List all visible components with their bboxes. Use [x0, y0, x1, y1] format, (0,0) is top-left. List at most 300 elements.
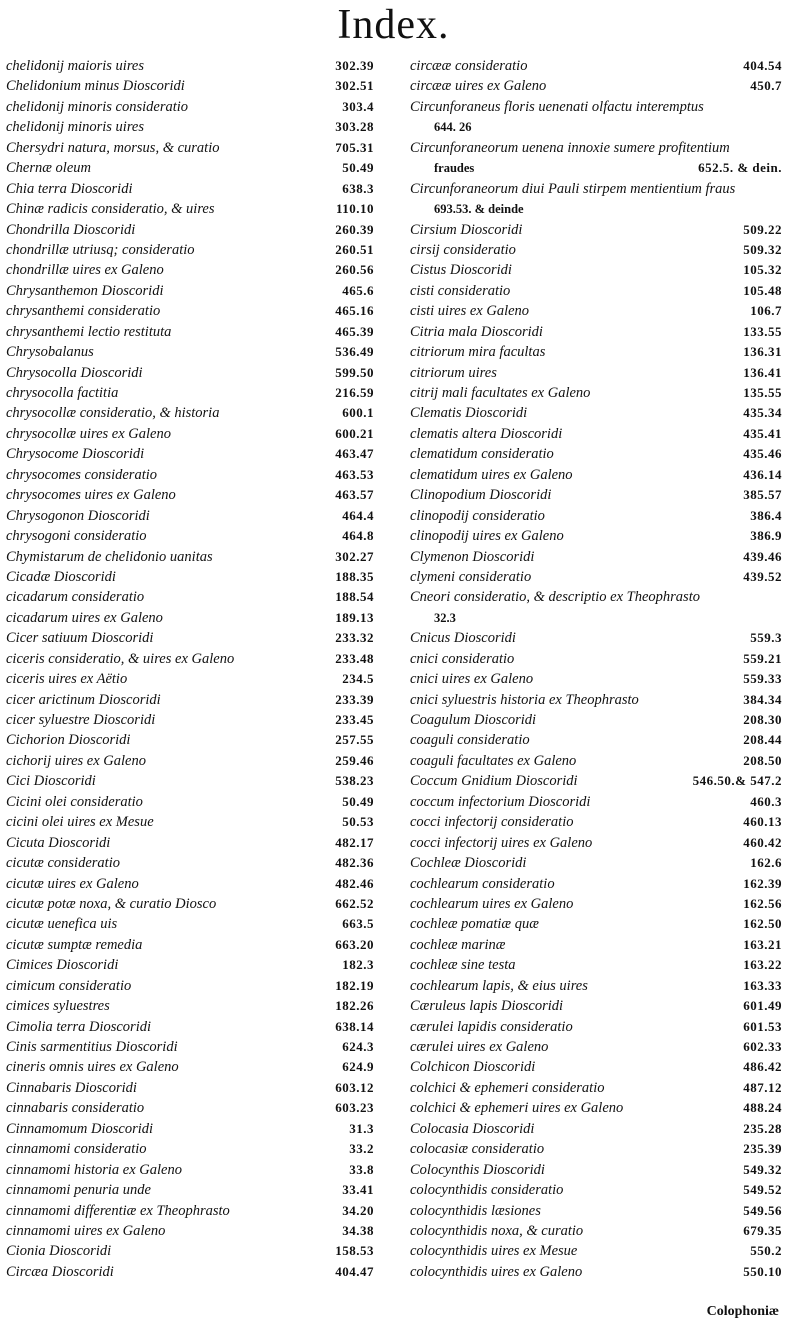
index-entry	[410, 710, 782, 730]
entry-term: cimices syluestres	[6, 998, 110, 1015]
catchword: Colophoniæ	[706, 1304, 779, 1319]
index-entry	[6, 833, 374, 853]
index-entry	[410, 751, 782, 771]
entry-page-ref: 133.55	[743, 323, 782, 339]
entry-term: colocynthidis læsiones	[410, 1202, 541, 1219]
index-entry	[410, 138, 782, 158]
index-entry	[6, 117, 374, 137]
entry-page-ref: 188.35	[335, 568, 374, 584]
entry-term: Cinnabaris Dioscoridi	[6, 1079, 137, 1096]
index-entry	[410, 199, 782, 219]
entry-term: Cneori consideratio, & descriptio ex Theophrasto	[410, 589, 700, 606]
index-entry	[410, 301, 782, 321]
index-entry	[410, 1017, 782, 1037]
entry-term: cærulei lapidis consideratio	[410, 1018, 573, 1035]
entry-page-ref: 550.2	[750, 1243, 782, 1259]
entry-term: cicadarum uires ex Galeno	[6, 609, 163, 626]
entry-term: cinnamomi historia ex Galeno	[6, 1161, 182, 1178]
entry-page-ref: 163.33	[743, 977, 782, 993]
entry-term: Circæa Dioscoridi	[6, 1263, 114, 1280]
entry-page-ref: 603.23	[335, 1100, 374, 1116]
index-entry	[410, 342, 782, 362]
entry-term: 644. 26	[434, 120, 472, 135]
entry-page-ref: 233.39	[335, 691, 374, 707]
entry-term: cicer arictinum Dioscoridi	[6, 691, 161, 708]
index-entry	[410, 567, 782, 587]
index-entry	[410, 1160, 782, 1180]
index-entry	[410, 976, 782, 996]
entry-page-ref	[774, 587, 782, 607]
index-entry	[6, 179, 374, 199]
index-entry	[410, 281, 782, 301]
entry-term: citrij mali facultates ex Galeno	[410, 385, 591, 401]
index-entry	[6, 506, 374, 526]
entry-page-ref: 482.46	[335, 875, 374, 891]
entry-term: colocynthidis consideratio	[410, 1182, 564, 1199]
index-entry	[6, 1139, 374, 1159]
index-entry	[410, 812, 782, 832]
entry-page-ref: 233.32	[335, 630, 374, 646]
entry-term: cochlearum uires ex Galeno	[410, 895, 574, 912]
entry-term: clematidum uires ex Galeno	[410, 466, 573, 483]
entry-term: Colocynthis Dioscoridi	[410, 1161, 545, 1178]
entry-term: cinnamomi penuria unde	[6, 1182, 151, 1199]
entry-term: Chrysobalanus	[6, 344, 94, 361]
entry-term: chrysogoni consideratio	[6, 528, 147, 545]
entry-term: coccum infectorium Dioscoridi	[410, 793, 591, 810]
index-entry	[410, 935, 782, 955]
entry-page-ref: 538.23	[335, 773, 374, 789]
entry-page-ref: 439.46	[743, 548, 782, 564]
entry-term: Circunforaneus floris uenenati olfactu interemptus	[410, 98, 704, 115]
entry-page-ref: 235.28	[743, 1120, 782, 1136]
entry-page-ref: 603.12	[335, 1079, 374, 1095]
index-entry	[410, 76, 782, 96]
entry-term: chrysanthemi consideratio	[6, 303, 161, 320]
entry-term: Citria mala Dioscoridi	[410, 323, 543, 340]
entry-term: chrysanthemi lectio restituta	[6, 323, 172, 340]
index-entry	[410, 1139, 782, 1159]
index-entry	[6, 403, 374, 423]
index-entry	[6, 874, 374, 894]
index-entry	[6, 322, 374, 342]
index-entry	[410, 730, 782, 750]
index-entry	[6, 955, 374, 975]
entry-page-ref: 435.41	[743, 425, 782, 441]
entry-page-ref: 662.52	[335, 895, 374, 911]
index-entry	[6, 853, 374, 873]
entry-page-ref: 260.56	[335, 262, 374, 278]
entry-page-ref: 105.48	[743, 282, 782, 298]
index-entry	[6, 628, 374, 648]
entry-page-ref: 482.36	[335, 855, 374, 871]
entry-page-ref: 208.44	[743, 732, 782, 748]
index-entry	[410, 669, 782, 689]
entry-page-ref: 559.33	[743, 671, 782, 687]
index-entry	[410, 424, 782, 444]
entry-term: Coccum Gnidium Dioscoridi	[410, 773, 578, 790]
entry-term: Cicer satiuum Dioscoridi	[6, 630, 154, 647]
entry-page-ref: 601.53	[743, 1018, 782, 1034]
index-entry	[6, 281, 374, 301]
entry-page-ref: 34.38	[342, 1222, 374, 1238]
entry-page-ref	[774, 179, 782, 199]
entry-term: cisti consideratio	[410, 282, 511, 299]
entry-page-ref: 550.10	[743, 1263, 782, 1279]
index-entry	[6, 567, 374, 587]
index-entry	[6, 690, 374, 710]
index-entry	[6, 138, 374, 158]
index-entry	[6, 465, 374, 485]
index-entry	[410, 1262, 782, 1282]
index-entry	[6, 730, 374, 750]
index-entry	[410, 771, 782, 791]
entry-term: chrysocollæ consideratio, & historia	[6, 405, 220, 422]
index-entry	[410, 628, 782, 648]
entry-term: clematidum consideratio	[410, 446, 554, 463]
entry-term: cinnabaris consideratio	[6, 1100, 145, 1117]
entry-term: cineris omnis uires ex Galeno	[6, 1059, 179, 1076]
entry-term: Colchicon Dioscoridi	[410, 1059, 536, 1076]
index-entry	[410, 117, 782, 137]
entry-term: cicutæ consideratio	[6, 855, 120, 872]
entry-page-ref: 385.57	[743, 487, 782, 503]
index-entry	[410, 526, 782, 546]
entry-term: cochlearum lapis, & eius uires	[410, 977, 588, 994]
index-entry	[6, 199, 374, 219]
entry-page-ref: 705.31	[335, 139, 374, 155]
entry-page-ref: 235.39	[743, 1141, 782, 1157]
entry-term: Chondrilla Dioscoridi	[6, 221, 136, 238]
index-entry	[410, 955, 782, 975]
entry-term: Chrysogonon Dioscoridi	[6, 507, 150, 524]
index-entry	[410, 833, 782, 853]
entry-page-ref	[774, 608, 782, 628]
entry-page-ref: 386.9	[750, 528, 782, 544]
entry-page-ref: 463.53	[335, 466, 374, 482]
entry-term: ciceris uires ex Aëtio	[6, 671, 128, 688]
entry-term: Coagulum Dioscoridi	[410, 712, 537, 728]
entry-page-ref: 679.35	[743, 1222, 782, 1238]
entry-term: cinnamomi uires ex Galeno	[6, 1222, 166, 1239]
index-entry	[410, 608, 782, 628]
entry-term: 693.53. & deinde	[434, 202, 524, 217]
index-entry	[410, 485, 782, 505]
index-entry	[6, 1078, 374, 1098]
entry-term: Cimices Dioscoridi	[6, 957, 119, 974]
index-entry	[410, 853, 782, 873]
entry-term: Cinnamomum Dioscoridi	[6, 1120, 154, 1137]
entry-page-ref: 163.22	[743, 957, 782, 973]
index-entry	[6, 1221, 374, 1241]
index-entry	[6, 792, 374, 812]
index-entry	[410, 260, 782, 280]
entry-term: Clematis Dioscoridi	[410, 405, 528, 422]
entry-page-ref: 135.55	[743, 385, 782, 400]
entry-page-ref: 463.47	[335, 446, 374, 462]
entry-page-ref: 33.8	[349, 1161, 374, 1177]
entry-term: citriorum uires	[410, 364, 497, 381]
entry-term: Clymenon Dioscoridi	[410, 548, 535, 565]
entry-term: Cici Dioscoridi	[6, 773, 96, 790]
entry-term: 32.3	[434, 610, 456, 625]
index-entry	[6, 301, 374, 321]
entry-term: Cicini olei consideratio	[6, 793, 143, 810]
entry-term: clematis altera Dioscoridi	[410, 425, 563, 442]
index-entry	[6, 342, 374, 362]
entry-term: Cistus Dioscoridi	[410, 262, 512, 279]
index-entry	[410, 1180, 782, 1200]
entry-term: chrysocomes consideratio	[6, 466, 158, 483]
entry-term: chrysocomes uires ex Galeno	[6, 487, 176, 504]
entry-page-ref: 162.39	[743, 875, 782, 891]
index-entry	[6, 812, 374, 832]
index-entry	[6, 1262, 374, 1282]
entry-term: cnici syluestris historia ex Theophrasto	[410, 691, 639, 708]
entry-page-ref: 509.22	[743, 221, 782, 237]
entry-term: chrysocollæ uires ex Galeno	[6, 425, 171, 442]
index-entry	[410, 444, 782, 464]
index-entry	[410, 383, 782, 403]
index-entry	[410, 996, 782, 1016]
index-entry	[6, 1037, 374, 1057]
entry-term: Colocasia Dioscoridi	[410, 1120, 535, 1137]
entry-term: chelidonij maioris uires	[6, 58, 145, 74]
entry-page-ref: 182.19	[335, 977, 374, 993]
index-entry	[410, 506, 782, 526]
entry-page-ref: 188.54	[335, 589, 374, 605]
entry-term: Chrysocolla Dioscoridi	[6, 364, 143, 381]
index-entry	[6, 220, 374, 240]
entry-page-ref: 386.4	[750, 507, 782, 523]
entry-page-ref: 302.39	[335, 58, 374, 73]
entry-page-ref: 257.55	[335, 732, 374, 748]
entry-term: circææ uires ex Galeno	[410, 78, 547, 95]
entry-page-ref: 162.50	[743, 916, 782, 932]
index-entry	[410, 240, 782, 260]
index-entry	[6, 1160, 374, 1180]
index-entry	[6, 240, 374, 260]
entry-page-ref	[774, 138, 782, 158]
index-entry	[410, 792, 782, 812]
entry-page-ref: 465.39	[335, 323, 374, 339]
entry-page-ref: 260.39	[335, 221, 374, 237]
entry-term: Circunforaneorum diui Pauli stirpem mentientium fraus	[410, 180, 736, 197]
index-entry	[6, 1180, 374, 1200]
entry-page-ref: 549.56	[743, 1202, 782, 1218]
entry-term: cocci infectorij consideratio	[410, 814, 574, 831]
entry-term: Cicadæ Dioscoridi	[6, 568, 116, 585]
entry-page-ref: 110.10	[335, 201, 374, 217]
entry-term: Cæruleus lapis Dioscoridi	[410, 998, 564, 1015]
index-entry	[410, 220, 782, 240]
index-entry	[6, 914, 374, 934]
entry-page-ref: 487.12	[743, 1079, 782, 1095]
index-entry	[6, 976, 374, 996]
index-entry	[410, 1201, 782, 1221]
entry-term: cichorij uires ex Galeno	[6, 752, 146, 769]
entry-page-ref: 435.34	[743, 405, 782, 421]
entry-page-ref: 31.3	[349, 1120, 374, 1136]
index-entry	[6, 935, 374, 955]
entry-page-ref: 33.2	[349, 1141, 374, 1157]
index-entry	[6, 710, 374, 730]
entry-page-ref: 106.7	[750, 303, 782, 319]
entry-term: cicini olei uires ex Mesue	[6, 814, 154, 831]
entry-term: Circunforaneorum uenena innoxie sumere profitentium	[410, 139, 730, 156]
index-entry	[6, 996, 374, 1016]
index-entry	[410, 874, 782, 894]
entry-page-ref: 163.21	[743, 936, 782, 952]
index-entry	[410, 1037, 782, 1057]
entry-page-ref: 486.42	[743, 1059, 782, 1075]
entry-page-ref: 599.50	[335, 364, 374, 380]
index-entry	[410, 894, 782, 914]
entry-term: cirsij consideratio	[410, 241, 516, 258]
index-entry	[6, 158, 374, 178]
entry-term: cochleæ pomatiæ quæ	[410, 916, 539, 933]
entry-page-ref: 158.53	[335, 1243, 374, 1259]
index-entry	[6, 669, 374, 689]
entry-page-ref: 663.5	[342, 916, 374, 932]
entry-term: Chersydri natura, morsus, & curatio	[6, 139, 220, 156]
entry-page-ref: 465.6	[342, 282, 374, 298]
entry-term: chelidonij minoris consideratio	[6, 98, 189, 115]
entry-term: chondrillæ utriusq; consideratio	[6, 241, 195, 258]
entry-term: chrysocolla factitia	[6, 385, 119, 401]
entry-page-ref: 509.32	[743, 241, 782, 257]
page-title: Index.	[337, 2, 450, 48]
entry-term: cocci infectorij uires ex Galeno	[410, 834, 593, 851]
entry-term: cicadarum consideratio	[6, 589, 145, 606]
entry-term: colocasiæ consideratio	[410, 1141, 545, 1158]
index-entry	[410, 587, 782, 607]
entry-page-ref: 302.27	[335, 548, 374, 564]
entry-term: Chinæ radicis consideratio, & uires	[6, 201, 215, 218]
entry-term: cicutæ uires ex Galeno	[6, 875, 139, 892]
entry-term: cnici uires ex Galeno	[410, 671, 534, 688]
entry-term: cochleæ marinæ	[410, 936, 506, 953]
entry-page-ref	[774, 117, 782, 137]
entry-page-ref: 536.49	[335, 344, 374, 360]
entry-term: Chernæ oleum	[6, 160, 91, 177]
index-entry	[6, 526, 374, 546]
index-entry	[6, 444, 374, 464]
index-entry	[410, 97, 782, 117]
index-entry	[410, 547, 782, 567]
entry-page-ref: 439.52	[743, 568, 782, 584]
entry-page-ref: 233.48	[335, 650, 374, 666]
index-entry	[6, 56, 374, 76]
entry-term: cicer syluestre Dioscoridi	[6, 712, 156, 728]
entry-page-ref: 638.14	[335, 1018, 374, 1034]
entry-term: Cicuta Dioscoridi	[6, 834, 111, 851]
index-entry	[410, 465, 782, 485]
index-entry	[410, 1078, 782, 1098]
entry-term: Cimolia terra Dioscoridi	[6, 1018, 152, 1035]
entry-term: colchici & ephemeri consideratio	[410, 1079, 605, 1096]
entry-term: cicutæ uenefica uis	[6, 916, 118, 933]
entry-term: clinopodij consideratio	[410, 507, 545, 524]
entry-page-ref: 216.59	[335, 385, 374, 400]
index-entry	[6, 547, 374, 567]
index-entry	[6, 97, 374, 117]
entry-page-ref: 303.28	[335, 119, 374, 135]
index-entry	[6, 587, 374, 607]
entry-term: Chrysocome Dioscoridi	[6, 446, 145, 463]
entry-page-ref: 435.46	[743, 446, 782, 462]
entry-page-ref: 182.26	[335, 998, 374, 1014]
index-entry	[6, 1119, 374, 1139]
entry-page-ref	[774, 97, 782, 117]
index-entry	[410, 1241, 782, 1261]
index-entry	[6, 894, 374, 914]
entry-page-ref: 136.31	[743, 344, 782, 360]
entry-term: circææ consideratio	[410, 58, 528, 74]
entry-term: ciceris consideratio, & uires ex Galeno	[6, 650, 235, 667]
index-entry	[6, 1241, 374, 1261]
entry-page-ref: 663.20	[335, 936, 374, 952]
entry-term: colocynthidis uires ex Galeno	[410, 1263, 583, 1280]
entry-term: chondrillæ uires ex Galeno	[6, 262, 164, 279]
entry-page-ref: 463.57	[335, 487, 374, 503]
entry-page-ref: 233.45	[335, 712, 374, 727]
index-entry	[410, 690, 782, 710]
entry-term: colocynthidis noxa, & curatio	[410, 1222, 584, 1239]
entry-term: Clinopodium Dioscoridi	[410, 487, 552, 504]
entry-page-ref: 624.9	[342, 1059, 374, 1075]
entry-term: cicutæ sumptæ remedia	[6, 936, 143, 953]
entry-term: cnici consideratio	[410, 650, 515, 667]
entry-term: Cionia Dioscoridi	[6, 1243, 112, 1260]
entry-term: Cochleæ Dioscoridi	[410, 855, 527, 872]
entry-page-ref: 549.52	[743, 1182, 782, 1198]
entry-term: chelidonij minoris uires	[6, 119, 145, 136]
entry-page-ref: 546.50.& 547.2	[692, 773, 782, 789]
entry-term: cochleæ sine testa	[410, 957, 516, 974]
entry-page-ref: 384.34	[743, 691, 782, 707]
index-entry	[410, 1057, 782, 1077]
index-entry	[6, 260, 374, 280]
entry-page-ref: 302.51	[335, 78, 374, 94]
entry-page-ref: 624.3	[342, 1039, 374, 1054]
index-entry	[410, 56, 782, 76]
index-column-right	[410, 56, 782, 1306]
entry-term: Chia terra Dioscoridi	[6, 180, 133, 197]
index-entry	[6, 424, 374, 444]
entry-term: Cinis sarmentitius Dioscoridi	[6, 1039, 178, 1055]
index-entry	[410, 363, 782, 383]
index-entry	[6, 383, 374, 403]
index-entry	[6, 608, 374, 628]
entry-page-ref: 162.6	[750, 855, 782, 871]
entry-page-ref: 234.5	[342, 671, 374, 687]
entry-term: cicutæ potæ noxa, & curatio Diosco	[6, 895, 217, 912]
entry-page-ref: 488.24	[743, 1100, 782, 1116]
entry-page-ref: 105.32	[743, 262, 782, 278]
entry-page-ref: 638.3	[342, 180, 374, 196]
entry-page-ref: 601.49	[743, 998, 782, 1014]
entry-page-ref: 189.13	[335, 609, 374, 625]
index-entry	[6, 1017, 374, 1037]
index-entry	[410, 403, 782, 423]
entry-page-ref: 600.1	[342, 405, 374, 421]
entry-term: coaguli facultates ex Galeno	[410, 752, 577, 769]
index-entry	[6, 76, 374, 96]
entry-page-ref	[774, 199, 782, 219]
entry-page-ref: 436.14	[743, 466, 782, 482]
entry-term: Chelidonium minus Dioscoridi	[6, 78, 185, 95]
